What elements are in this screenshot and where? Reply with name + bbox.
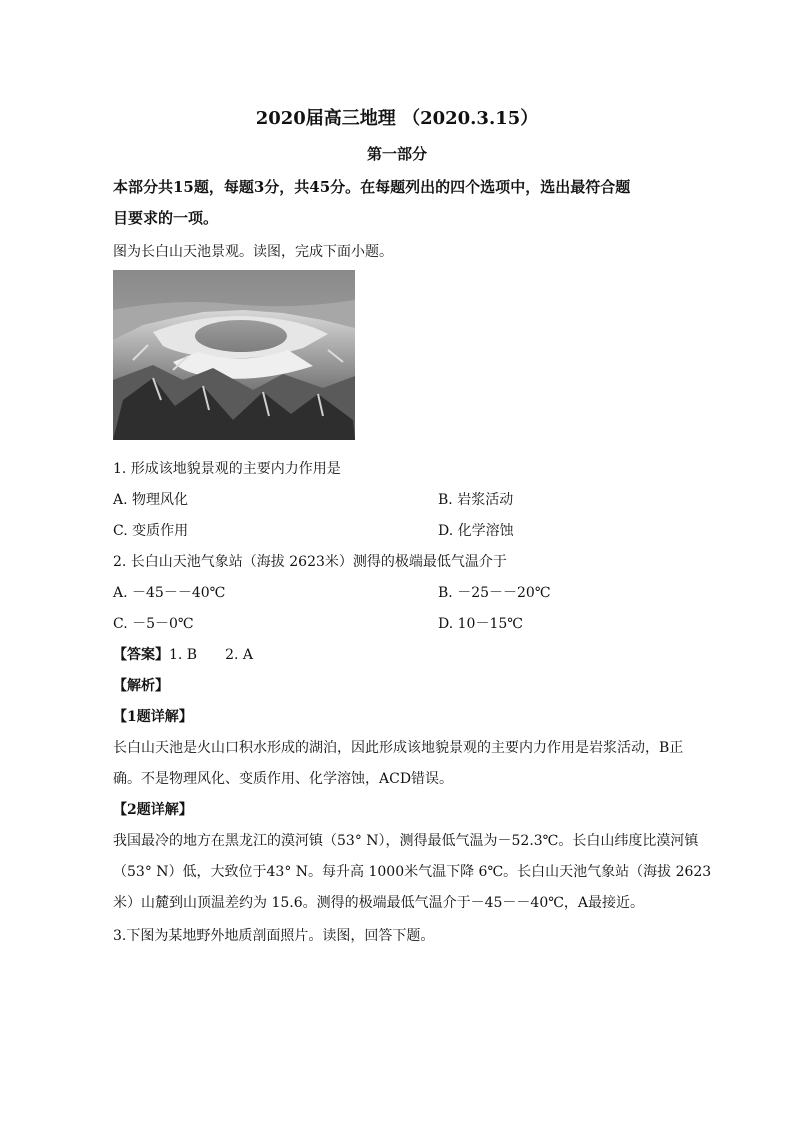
answer-line xyxy=(113,644,253,664)
q1-detail-line-2: 确。不是物理风化、变质作用、化学溶蚀，ACD错误。 xyxy=(113,771,454,787)
question-2-stem: 2. 长白山天池气象站（海拔 2623米）测得的极端最低气温介于 xyxy=(113,554,507,570)
q2-option-b: B. －25－－20℃ xyxy=(438,585,551,601)
q1-option-a: A. 物理风化 xyxy=(113,492,189,508)
q1-detail-line-1: 长白山天池是火山口积水形成的湖泊，因此形成该地貌景观的主要内力作用是岩浆活动，B正 xyxy=(113,740,684,756)
q1-detail-label: 【1题详解】 xyxy=(113,709,193,725)
page-title: 2020届高三地理 （2020.3.15） xyxy=(255,108,539,129)
answer-value: 1. B 2. A xyxy=(169,647,254,663)
q1-option-c: C. 变质作用 xyxy=(113,523,189,539)
question-3-intro: 3.下图为某地野外地质剖面照片。读图，回答下题。 xyxy=(113,928,435,944)
q2-option-d: D. 10－15℃ xyxy=(438,616,523,632)
q2-option-a: A. －45－－40℃ xyxy=(113,585,226,601)
q1-option-b: B. 岩浆活动 xyxy=(438,492,514,508)
q2-detail-line-2: （53° N）低，大致位于43° N。每升高 1000米气温下降 6℃。长白山天池气象站（海拔 2623 xyxy=(113,864,712,880)
question-1-stem: 1. 形成该地貌景观的主要内力作用是 xyxy=(113,461,341,477)
tianchi-photo xyxy=(113,270,355,440)
analysis-label: 【解析】 xyxy=(113,678,169,694)
answer-label: 【答案】 xyxy=(113,647,169,663)
q2-detail-line-3: 米）山麓到山顶温差约为 15.6。测得的极端最低气温介于－45－－40℃，A最接近。 xyxy=(113,895,645,911)
q2-option-c: C. －5－0℃ xyxy=(113,616,194,632)
section-title: 第一部分 xyxy=(366,145,427,163)
q2-detail-label: 【2题详解】 xyxy=(113,802,193,818)
instructions-line-1: 本部分共15题，每题3分，共45分。在每题列出的四个选项中，选出最符合题 xyxy=(113,178,631,196)
q2-detail-line-1: 我国最冷的地方在黑龙江的漠河镇（53° N），测得最低气温为－52.3℃。长白山纬度比漠河镇 xyxy=(113,833,699,849)
figure-intro: 图为长白山天池景观。读图，完成下面小题。 xyxy=(113,244,393,260)
q1-option-d: D. 化学溶蚀 xyxy=(438,523,514,539)
instructions-line-2: 目要求的一项。 xyxy=(113,209,219,227)
